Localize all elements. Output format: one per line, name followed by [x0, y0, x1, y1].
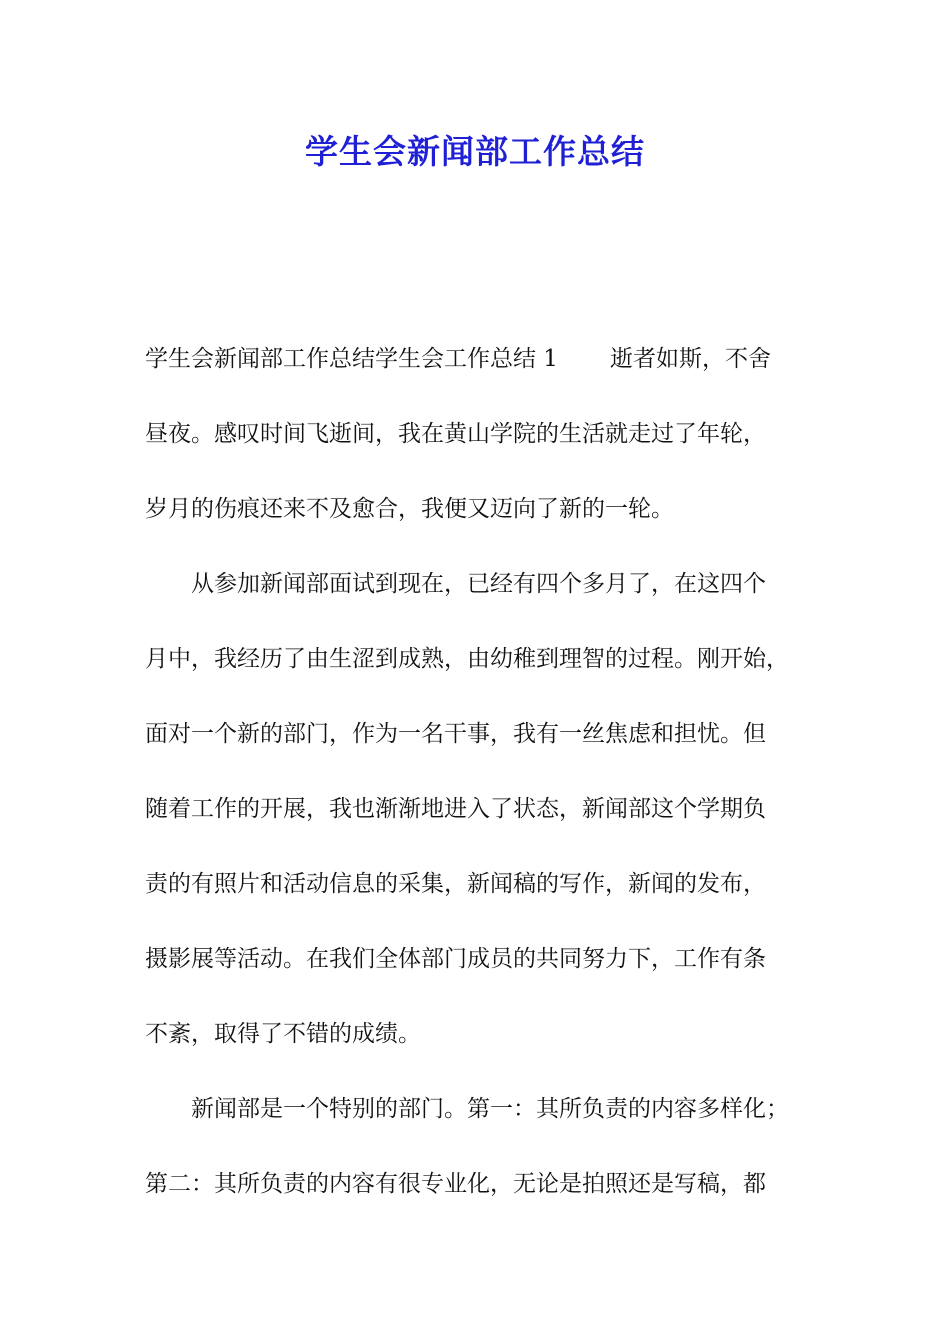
text-line-3: 岁月的伤痕还来不及愈合，我便又迈向了新的一轮。: [145, 496, 674, 522]
text-line-1: [145, 343, 771, 375]
text-line-12: 第二：其所负责的内容有很专业化，无论是拍照还是写稿，都: [145, 1171, 766, 1197]
text-line-10: 不紊，取得了不错的成绩。: [145, 1021, 421, 1047]
text-line-5: 月中，我经历了由生涩到成熟，由幼稚到理智的过程。刚开始，: [145, 646, 789, 672]
text-line-6: 面对一个新的部门，作为一名干事，我有一丝焦虑和担忧。但: [145, 721, 766, 747]
text-line-8: 责的有照片和活动信息的采集，新闻稿的写作，新闻的发布，: [145, 871, 766, 897]
text-line-2: 昼夜。感叹时间飞逝间，我在黄山学院的生活就走过了年轮，: [145, 421, 766, 447]
document-title: 学生会新闻部工作总结: [305, 132, 645, 171]
text-line-11: 新闻部是一个特别的部门。第一：其所负责的内容多样化；: [191, 1096, 789, 1122]
text-line-7: 随着工作的开展，我也渐渐地进入了状态，新闻部这个学期负: [145, 796, 766, 822]
text-line-1-part-a: 学生会新闻部工作总结学生会工作总结 1: [145, 346, 558, 372]
text-line-1-part-b: 逝者如斯，不舍: [609, 346, 771, 372]
text-line-4: 从参加新闻部面试到现在，已经有四个多月了，在这四个: [191, 571, 766, 597]
text-line-9: 摄影展等活动。在我们全体部门成员的共同努力下，工作有条: [145, 946, 766, 972]
